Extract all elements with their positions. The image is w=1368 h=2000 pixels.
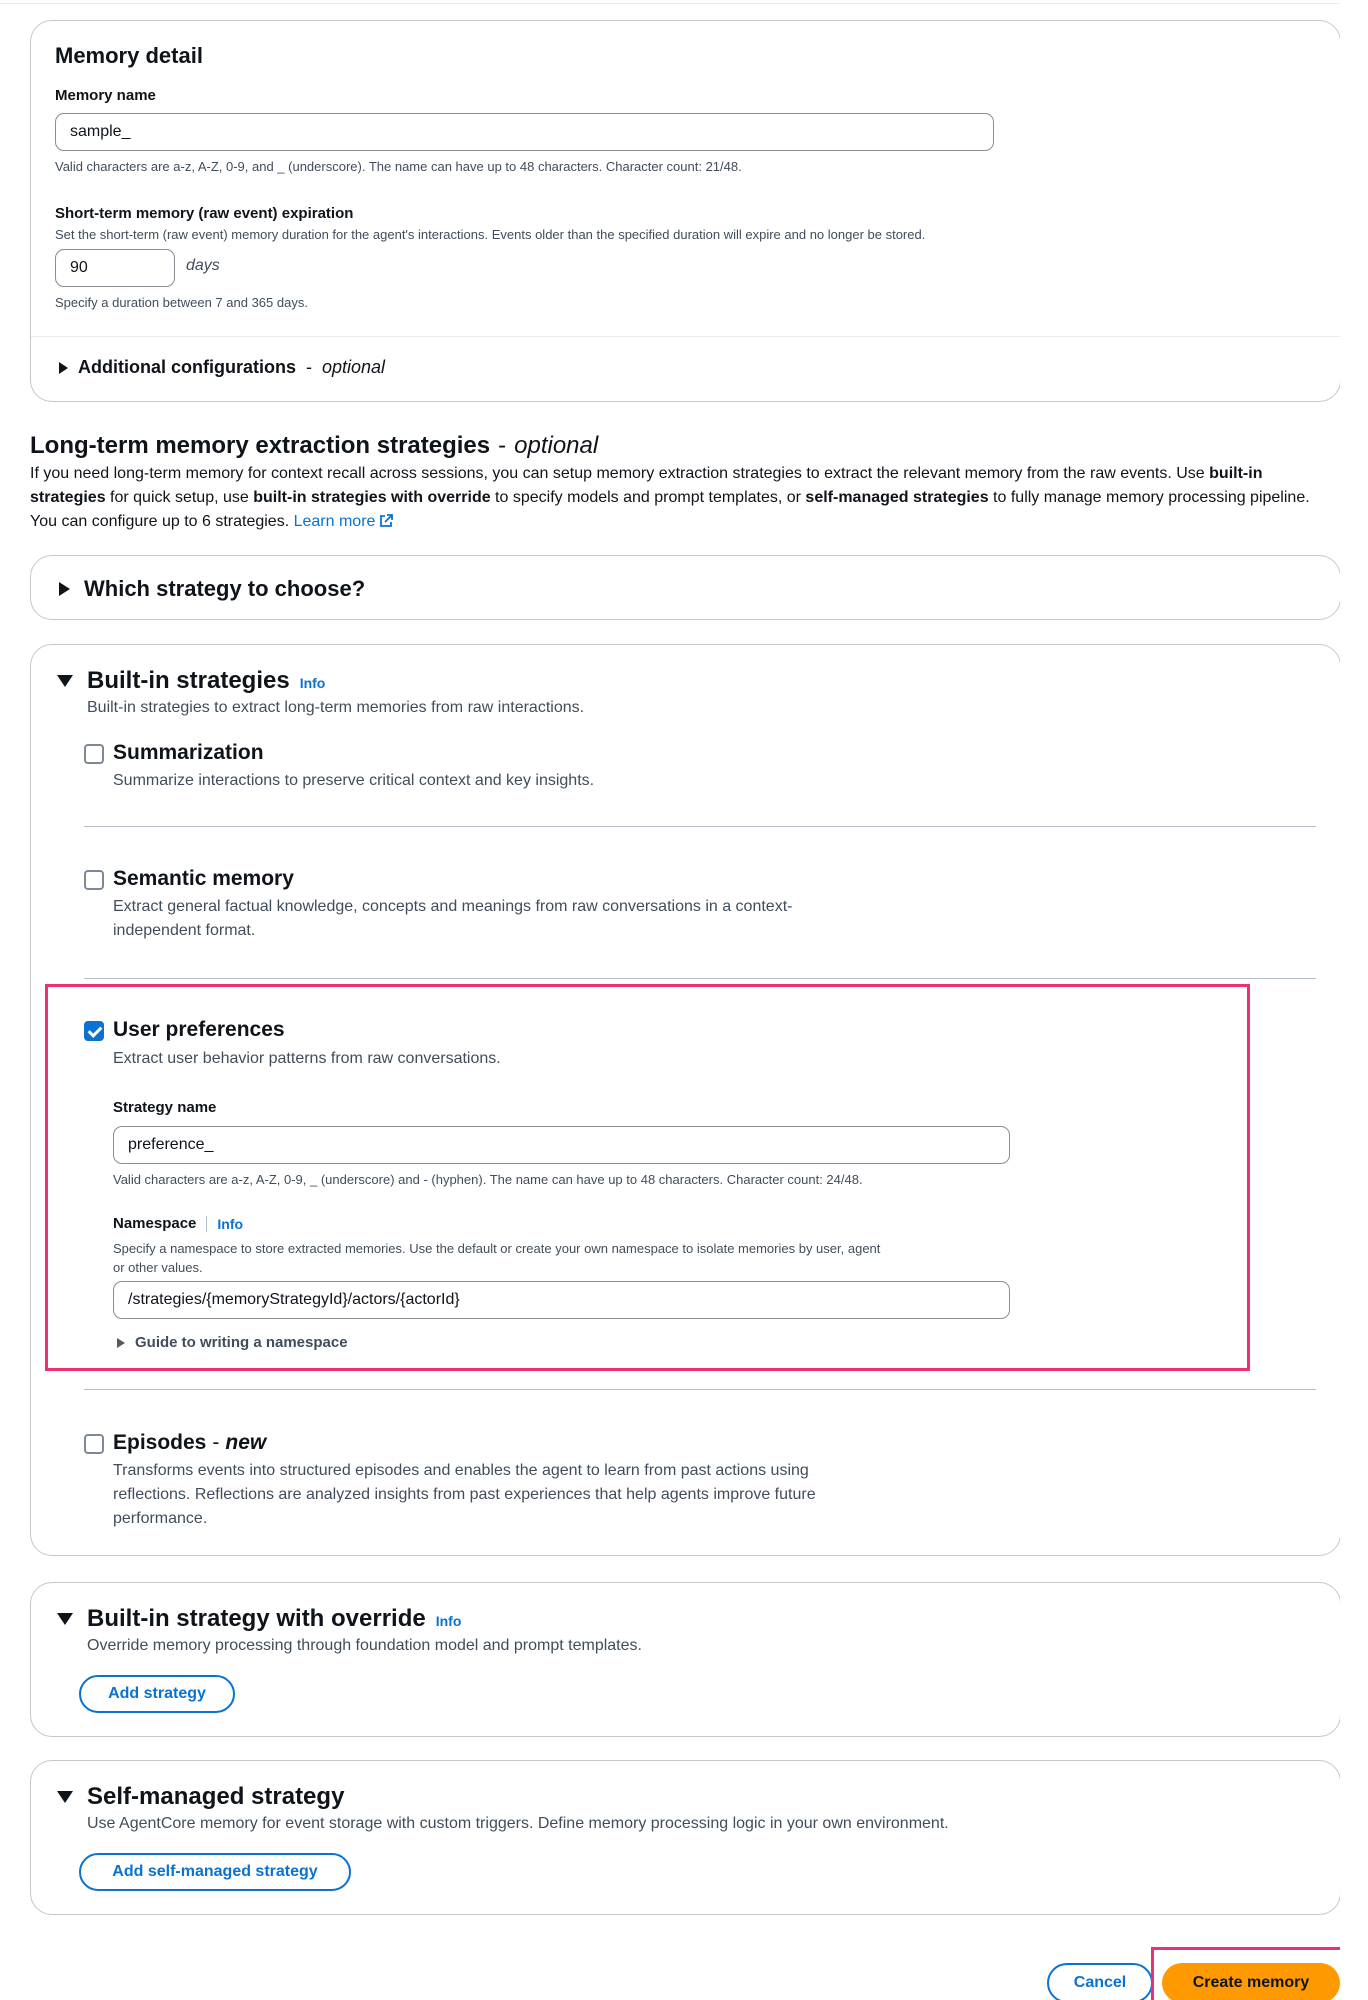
override-strategy-header[interactable] [57,1605,461,1633]
expiration-description: Set the short-term (raw event) memory duration for the agent's interactions. Events older than the specified duration will expire and no longer be stored. [55,227,926,242]
memory-name-value: sample_ [70,123,131,140]
override-strategy-title: Built-in strategy with override [87,1605,426,1632]
long-term-optional: optional [514,432,599,459]
additional-config-dash: - [306,357,312,377]
strategy-divider [84,1389,1316,1390]
builtin-strategies-header[interactable] [57,667,325,695]
right-edge [1340,0,1368,2000]
caret-right-icon [59,582,70,596]
episodes-checkbox[interactable] [84,1434,104,1454]
additional-config-divider [31,336,1340,337]
builtin-strategies-title: Built-in strategies [87,667,290,694]
which-strategy-title: Which strategy to choose? [84,576,366,601]
caret-down-icon [57,1613,73,1625]
namespace-desc-line: Specify a namespace to store extracted memories. Use the default or create your own namespace to isolate memories by user, agent [113,1241,881,1256]
override-strategy-description: Override memory processing through foundation model and prompt templates. [87,1637,642,1654]
cancel-button[interactable]: Cancel [1047,1963,1153,2000]
semantic-memory-title: Semantic memory [113,867,294,890]
strategy-divider [84,826,1316,827]
strategy-name-label: Strategy name [113,1099,217,1116]
self-managed-strategy-panel [30,1760,1341,1915]
which-strategy-panel[interactable] [30,555,1341,620]
semantic-desc-line: independent format. [113,922,256,939]
long-term-desc-text: If you need long-term memory for context recall across sessions, you can setup memory extraction strategies to extract the relevant memory from the raw events. Use [30,465,1210,482]
memory-name-input[interactable] [55,113,994,151]
semantic-memory-description [113,895,792,943]
builtin-strategies-description: Built-in strategies to extract long-term memories from raw interactions. [87,699,585,716]
namespace-label: Namespace [113,1215,197,1232]
episodes-dash: - [212,1431,220,1454]
episodes-desc-line: reflections. Reflections are analyzed insights from past experiences that help agents improve future [113,1486,816,1503]
summarization-description: Summarize interactions to preserve critical context and key insights. [113,772,595,789]
expiration-value: 90 [70,259,88,276]
long-term-desc-text: to specify models and prompt templates, or [490,489,806,506]
create-memory-button[interactable]: Create memory [1162,1963,1340,2000]
caret-down-icon [57,675,73,687]
strategy-divider [84,978,1316,979]
builtin-info-link[interactable]: Info [299,675,326,691]
long-term-dash: - [498,432,507,459]
add-strategy-button[interactable]: Add strategy [79,1675,235,1713]
summarization-title: Summarization [113,741,264,764]
self-managed-title: Self-managed strategy [87,1783,345,1810]
memory-detail-panel [30,20,1341,402]
episodes-title: Episodes [113,1431,207,1454]
episodes-title-row [113,1431,266,1455]
namespace-value: /strategies/{memoryStrategyId}/actors/{actorId} [128,1291,460,1308]
add-self-managed-strategy-button[interactable]: Add self-managed strategy [79,1853,351,1891]
namespace-desc-line: or other values. [113,1260,203,1275]
self-managed-description: Use AgentCore memory for event storage with custom triggers. Define memory processing logic in your own environment. [87,1815,949,1832]
long-term-desc-bold-override: built-in strategies with override [253,489,491,506]
strategy-name-value: preference_ [128,1136,214,1153]
self-managed-header[interactable] [57,1783,344,1811]
create-memory-highlight [1151,1947,1344,2000]
semantic-desc-line: Extract general factual knowledge, concepts and meanings from raw conversations in a context- [113,898,793,915]
learn-more-link[interactable] [294,513,394,530]
expiration-hint: Specify a duration between 7 and 365 days. [55,295,308,310]
user-preferences-title: User preferences [113,1018,285,1041]
long-term-desc-bold-builtin: built-in strategies [30,465,1263,506]
top-divider [0,3,1368,4]
expiration-days-input[interactable] [55,249,175,287]
additional-config-label: Additional configurations [78,357,296,377]
long-term-heading [30,432,598,460]
long-term-desc-text: to fully manage memory processing pipeline. You can configure up to 6 strategies. [30,489,1310,530]
episodes-desc-line: performance. [113,1510,208,1527]
which-strategy-toggle[interactable] [59,576,365,602]
user-preferences-description: Extract user behavior patterns from raw conversations. [113,1050,501,1067]
semantic-memory-checkbox[interactable] [84,870,104,890]
user-preferences-highlight [45,984,1250,1371]
namespace-info-link[interactable]: Info [217,1215,244,1232]
episodes-description [113,1459,816,1531]
caret-down-icon [57,1791,73,1803]
strategy-name-hint: Valid characters are a-z, A-Z, 0-9, _ (underscore) and - (hyphen). The name can have up to 48 characters. Character count: 24/48. [113,1172,863,1187]
expiration-label: Short-term memory (raw event) expiration [55,205,354,222]
long-term-desc-text: for quick setup, use [105,489,254,506]
summarization-checkbox[interactable] [84,744,104,764]
long-term-desc-bold-self-managed: self-managed strategies [805,489,989,506]
long-term-title: Long-term memory extraction strategies [30,432,491,459]
additional-config-optional: optional [322,357,386,377]
override-strategy-panel [30,1582,1341,1737]
expiration-unit: days [186,257,220,274]
episodes-desc-line: Transforms events into structured episodes and enables the agent to learn from past actions using [113,1462,809,1479]
learn-more-label: Learn more [293,513,376,530]
long-term-description [30,462,1330,534]
namespace-guide-label: Guide to writing a namespace [135,1334,348,1351]
memory-name-label: Memory name [55,87,156,104]
external-link-icon [379,514,393,528]
episodes-new-badge: new [225,1431,267,1454]
memory-detail-title: Memory detail [55,43,203,68]
memory-name-hint: Valid characters are a-z, A-Z, 0-9, and _ (underscore). The name can have up to 48 characters. Character count: 21/48. [55,159,742,174]
caret-right-icon [59,362,68,374]
additional-config-toggle[interactable] [59,357,385,378]
override-info-link[interactable]: Info [435,1613,462,1629]
